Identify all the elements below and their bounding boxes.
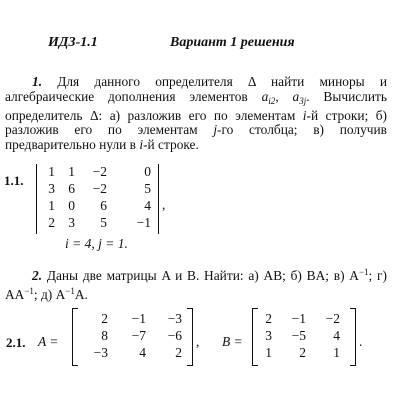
det-cell: 1 (48, 164, 55, 179)
task-2-number: 2. (32, 268, 43, 283)
det-cell: 6 (68, 181, 75, 196)
determinant-right-bar (158, 164, 159, 234)
determinant-trailing-comma: , (162, 197, 166, 212)
index-i-2: i (139, 137, 144, 153)
matrices-label: 2.1. (6, 335, 26, 350)
separator-comma: , (275, 88, 293, 104)
matrix-a-cell: −3 (167, 311, 182, 326)
matrix-b-cell: −2 (325, 311, 340, 326)
task-1-text-part-3: -й строки; б) разложив его по элементам (5, 107, 387, 138)
det-cell: 5 (144, 181, 151, 196)
matrix-b-cell: 3 (265, 328, 272, 343)
matrix-a-cell: −6 (167, 328, 182, 343)
matrix-b-cell: 1 (333, 345, 340, 360)
task-1-text-part-2: . Вычислить определитель Δ: а) разложив его по элементам (5, 88, 387, 123)
assignment-id: ИДЗ-1.1 (48, 35, 98, 50)
task-2-text-part-2: ; г) AA (5, 268, 387, 302)
element-a-subscript-1: i2 (268, 95, 276, 106)
matrix-b-trailing-period: . (359, 334, 363, 349)
variant-title: Вариант 1 решения (170, 35, 295, 50)
matrix-a-cell: −1 (131, 311, 146, 326)
matrix-a-trailing-comma: , (196, 334, 200, 349)
matrix-b-cell: 1 (265, 345, 272, 360)
matrix-a-cell: 2 (101, 311, 108, 326)
matrix-b-right-bracket (350, 308, 356, 366)
task-1-text-part-1: Для данного определителя Δ найти миноры и алгебраические дополнения элементов (5, 74, 387, 104)
inverse-exponent-3: −1 (65, 285, 75, 296)
element-a-symbol-2: a (292, 88, 300, 104)
matrix-a-cell: 2 (175, 345, 182, 360)
inverse-exponent-1: −1 (358, 267, 369, 277)
det-cell: 1 (68, 164, 75, 179)
task-2-text-part-1: Даны две матрицы A и B. Найти: а) AB; б) BA; в) A (42, 268, 359, 283)
det-cell: −1 (136, 215, 151, 230)
element-a-symbol-1: a (261, 88, 269, 104)
task-1-text-part-4: -го столбца; в) получив предварительно нули в (5, 122, 387, 153)
matrix-b-name: B = (222, 334, 243, 349)
matrix-a-grid (78, 310, 182, 361)
matrix-b-cell: 2 (299, 345, 306, 360)
task-1-text-part-5: -й строке. (143, 137, 199, 153)
determinant-label: 1.1. (4, 173, 24, 188)
det-cell: −2 (92, 181, 107, 196)
matrix-b-cell: −5 (291, 328, 306, 343)
element-a-subscript-2: 3j (299, 95, 307, 106)
task-1-number: 1. (32, 74, 43, 89)
det-cell: 3 (68, 215, 75, 230)
matrix-b-cell: 2 (265, 311, 272, 326)
det-cell: 5 (100, 215, 107, 230)
det-cell: 0 (68, 198, 75, 213)
matrix-b-cell: −1 (291, 311, 306, 326)
task-2-statement (5, 265, 387, 303)
index-i-1: i (302, 107, 307, 123)
matrix-a-right-bracket (187, 308, 193, 366)
matrix-a-cell: −7 (131, 328, 146, 343)
matrix-a-cell: 8 (101, 328, 108, 343)
det-cell: 3 (48, 181, 55, 196)
task-1-statement (5, 75, 387, 153)
det-cell: 2 (48, 215, 55, 230)
determinant-left-bar (36, 164, 37, 234)
matrix-a-name: A = (38, 334, 59, 349)
matrix-b-cell: 4 (333, 328, 340, 343)
index-j: j (213, 122, 218, 138)
matrix-a-cell: 4 (139, 345, 146, 360)
det-cell: 0 (144, 164, 151, 179)
det-cell: 1 (48, 198, 55, 213)
det-cell: 6 (100, 198, 107, 213)
determinant-grid (41, 163, 151, 231)
inverse-exponent-2: −1 (24, 285, 34, 296)
matrix-b-grid (258, 310, 340, 361)
det-cell: −2 (92, 164, 107, 179)
task-2-text-part-3: ; д) A (33, 286, 66, 302)
det-cell: 4 (144, 198, 151, 213)
index-parameters: i = 4, j = 1. (65, 236, 128, 251)
task-2-text-part-4: A. (74, 286, 88, 302)
matrix-a-cell: −3 (93, 345, 108, 360)
